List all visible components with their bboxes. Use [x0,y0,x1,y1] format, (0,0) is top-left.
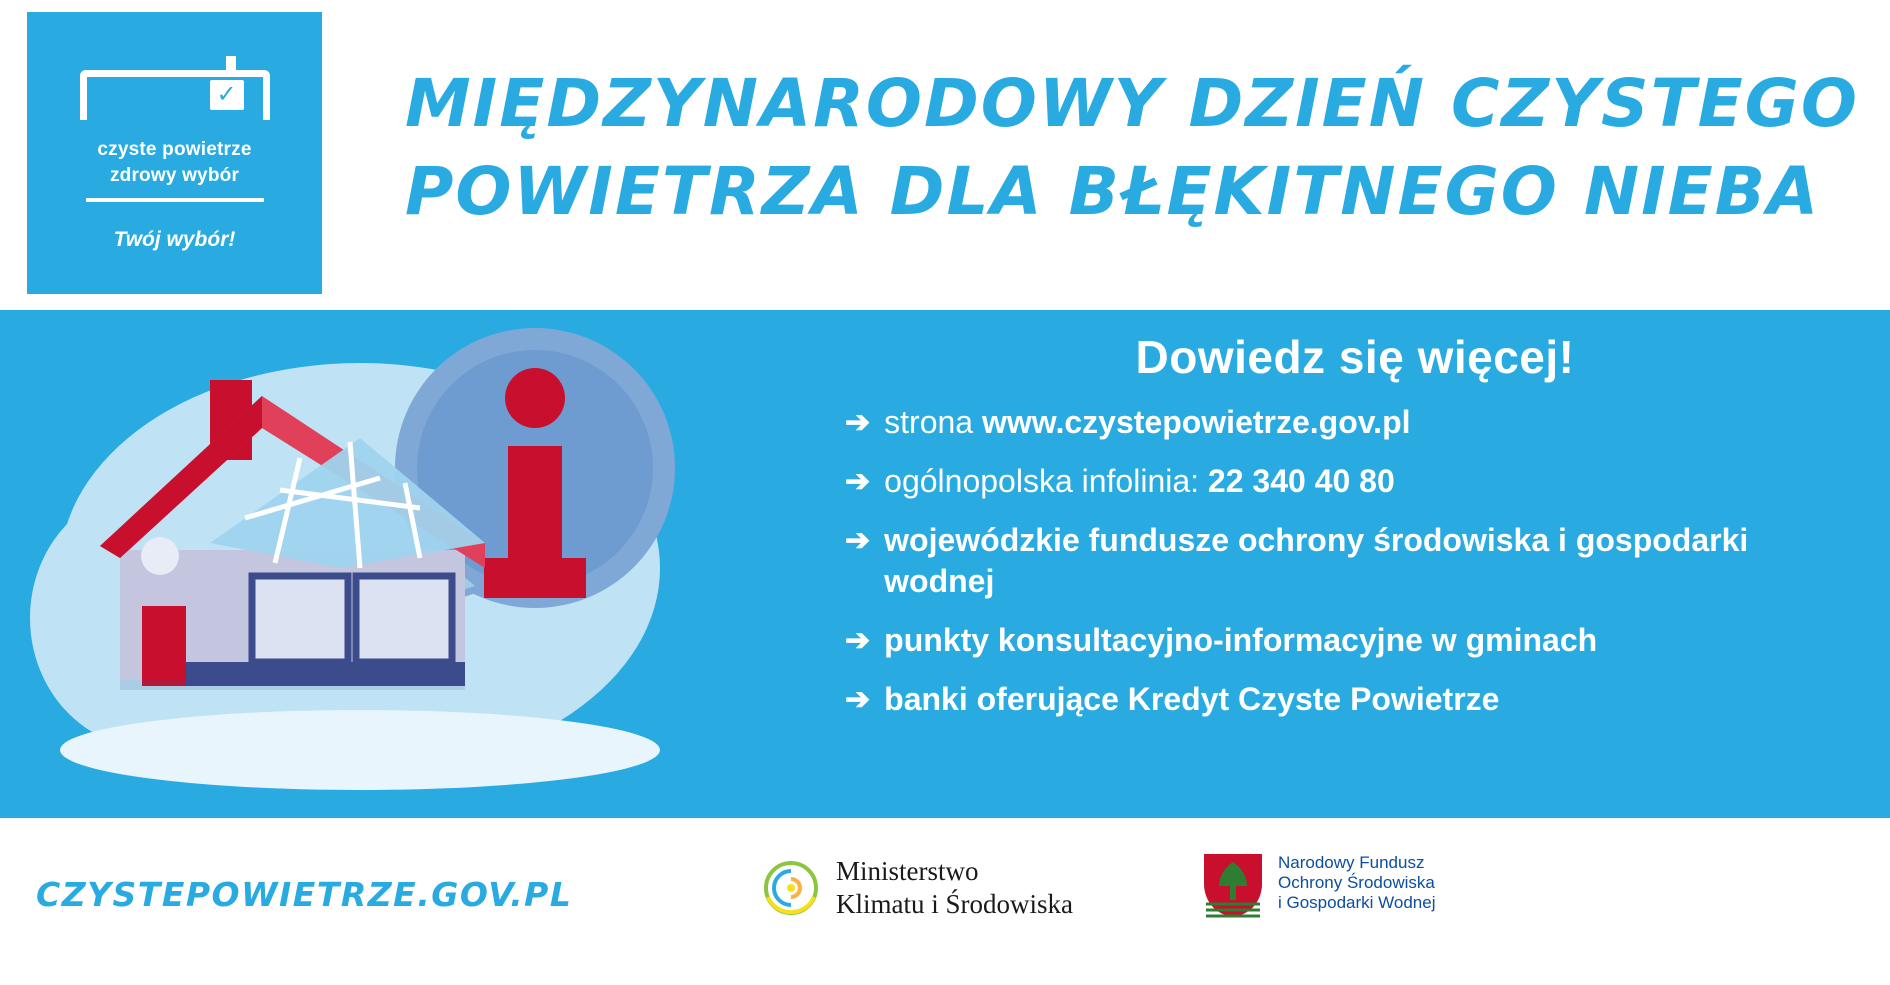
header [0,0,1890,310]
fund-line-3: i Gospodarki Wodnej [1278,893,1436,912]
logo-line-1: czyste powietrze [97,139,252,160]
info-block [845,330,1865,738]
list-item-text: strona www.czystepowietrze.gov.pl [884,404,1411,440]
ministry-line-2: Klimatu i Środowiska [836,889,1073,919]
list-item-text: punkty konsultacyjno-informacyjne w gminach [884,622,1598,658]
list-item [845,520,1865,602]
headline-line-2: POWIETRZA DLA BŁĘKITNEGO NIEBA [405,153,1821,230]
arrow-icon: ➔ [845,465,871,498]
logo-tagline: Twój wybór! [113,228,236,251]
house-logo-icon [80,70,270,136]
list-item [845,461,1865,502]
arrow-icon: ➔ [845,524,871,557]
ministry-line-1: Ministerstwo [836,856,979,886]
czyste-powietrze-logo [27,12,322,294]
logo-divider [86,198,264,202]
house-illustration-svg [30,318,810,818]
list-item-text: wojewódzkie fundusze ochrony środowiska i gospodarki wodnej [884,522,1749,599]
list-item [845,679,1865,720]
ministry-name [836,855,1073,921]
nfosigw-logo [1200,848,1436,918]
footer-website-url[interactable]: CZYSTEPOWIETRZE.GOV.PL [36,875,573,914]
nfosigw-name [1278,853,1436,913]
fund-line-1: Narodowy Fundusz [1278,853,1425,872]
headline-line-1: MIĘDZYNARODOWY DZIEŃ CZYSTEGO [405,65,1859,142]
arrow-icon: ➔ [845,624,871,657]
nfosigw-mark-icon [1200,848,1266,918]
arrow-icon: ➔ [845,406,871,439]
list-item-text: ogólnopolska infolinia: 22 340 40 80 [884,463,1395,499]
list-item [845,402,1865,443]
ministry-mark-icon [760,857,822,919]
logo-line-2: zdrowy wybór [109,165,240,186]
fund-line-2: Ochrony Środowiska [1278,873,1435,892]
info-title: Dowiedz się więcej! [1135,331,1575,383]
list-item-text: banki oferujące Kredyt Czyste Powietrze [884,681,1500,717]
ministry-logo [760,855,1073,921]
house-illustration [30,318,810,818]
arrow-icon: ➔ [845,683,871,716]
check-icon: ✓ [210,80,244,110]
info-list [845,402,1865,720]
page-title [405,60,1859,236]
list-item [845,620,1865,661]
